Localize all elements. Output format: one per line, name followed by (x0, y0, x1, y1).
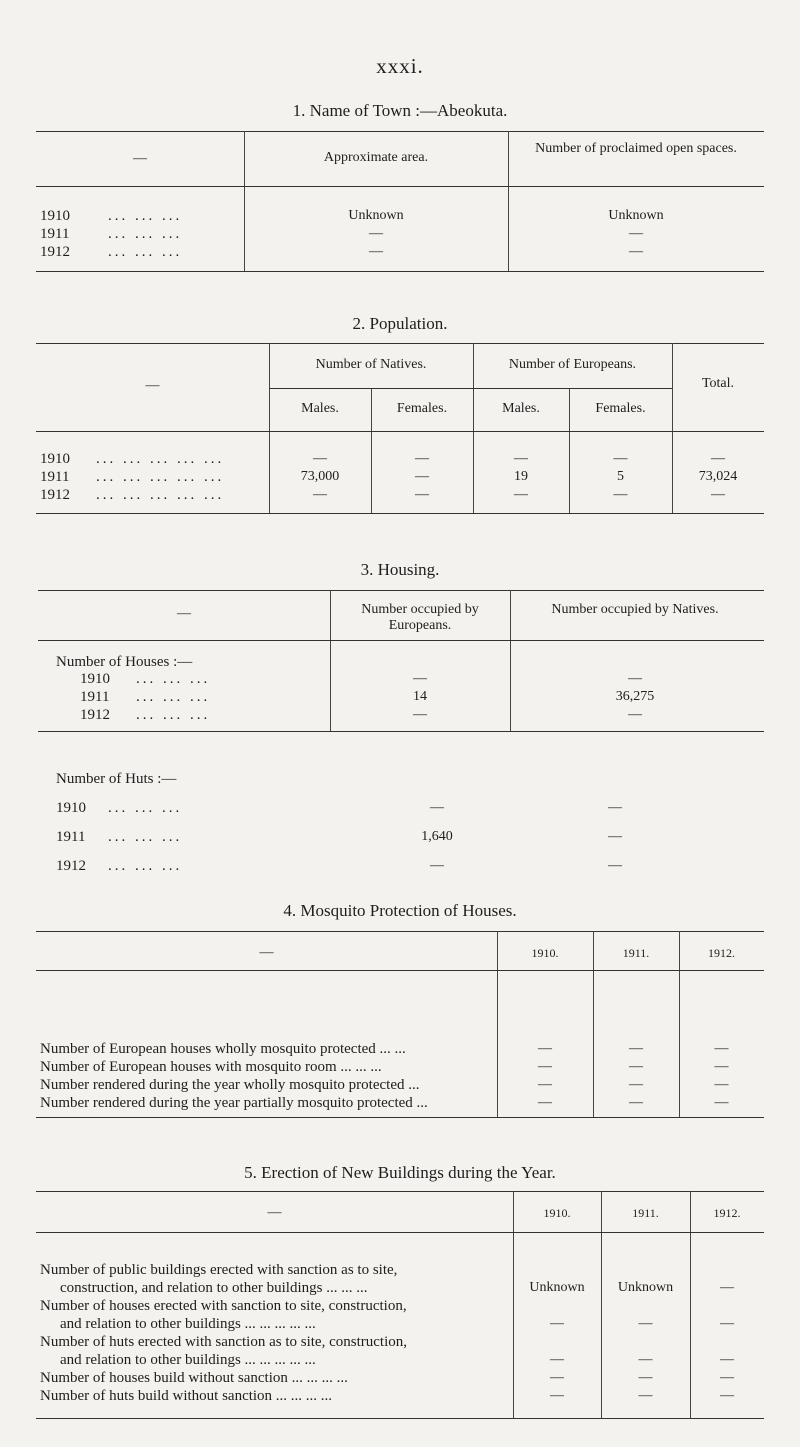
value-1911: — (638, 1370, 653, 1385)
leader-dots: ... ... ... ... ... (96, 469, 225, 485)
year: 1912 (40, 244, 70, 260)
header-native-females: Females. (396, 401, 448, 416)
leader-dots: ... ... ... (108, 244, 183, 260)
european-females: 5 (617, 469, 624, 484)
leader-dots: ... ... ... (136, 671, 211, 687)
european-females: — (613, 487, 628, 502)
europeans-value: — (430, 800, 444, 815)
value-1910: — (550, 1316, 564, 1331)
europeans-value: — (413, 671, 427, 686)
leader-dots: ... ... ... ... ... (96, 487, 225, 503)
section-4-title: 4. Mosquito Protection of Houses. (283, 901, 517, 920)
value-1911: — (638, 1316, 653, 1331)
total: 73,024 (698, 469, 738, 484)
header-open-spaces: Number of proclaimed open spaces. (535, 141, 737, 156)
header-natives: Number of Natives. (315, 357, 427, 372)
rule (36, 343, 764, 344)
value-1910: — (538, 1059, 552, 1074)
header-blank: — (145, 378, 160, 393)
header-approximate-area: Approximate area. (323, 150, 429, 165)
native-males: 73,000 (300, 469, 340, 484)
europeans-value: — (430, 858, 444, 873)
value-1912: — (720, 1388, 734, 1403)
value-1910: — (550, 1388, 564, 1403)
rule (36, 970, 764, 971)
header-european-females: Females. (595, 401, 646, 416)
rule (36, 931, 764, 932)
year: 1910 (56, 800, 86, 816)
year: 1911 (40, 469, 70, 485)
page-number: xxxi. (376, 54, 424, 78)
section-3-title: 3. Housing. (360, 560, 440, 579)
european-males: 19 (514, 469, 528, 484)
natives-value: — (608, 829, 622, 844)
header-blank: — (267, 1205, 282, 1220)
header-blank: — (133, 151, 147, 166)
natives-value: — (628, 707, 642, 722)
value-1910: — (538, 1041, 552, 1056)
leader-dots: ... ... ... (108, 800, 183, 816)
row-label: Number rendered during the year partially mosquito protected ... (40, 1095, 428, 1111)
value-1912: — (714, 1041, 729, 1056)
open-spaces-value: Unknown (608, 208, 664, 223)
value-1910: — (550, 1370, 564, 1385)
total: — (711, 487, 725, 502)
leader-dots: ... ... ... (108, 226, 183, 242)
area-value: Unknown (348, 208, 404, 223)
row-label: Number of European houses wholly mosquito protected ... ... (40, 1041, 406, 1057)
header-blank: — (177, 606, 191, 621)
header-total: Total. (701, 376, 735, 391)
header-europeans-occupied: Number occupied by Europeans. (361, 602, 479, 634)
header-1910: 1910. (543, 1206, 571, 1220)
year: 1911 (80, 689, 110, 705)
value-1911: — (638, 1352, 653, 1367)
rule (36, 431, 764, 432)
value-1912: — (720, 1316, 734, 1331)
rule (36, 1191, 764, 1192)
value-1911: — (629, 1059, 643, 1074)
year: 1911 (40, 226, 70, 242)
section-5-title: 5. Erection of New Buildings during the Year. (244, 1163, 556, 1182)
value-1911: — (638, 1388, 653, 1403)
leader-dots: ... ... ... (108, 829, 183, 845)
header-1911: 1911. (622, 946, 650, 960)
area-value: — (369, 226, 383, 241)
european-males: — (514, 451, 528, 466)
native-males: — (313, 451, 327, 466)
section-2-title: 2. Population. (352, 314, 448, 333)
year: 1912 (40, 487, 70, 503)
area-value: — (369, 244, 383, 259)
leader-dots: ... ... ... (108, 858, 183, 874)
value-1910: Unknown (529, 1280, 585, 1295)
rule (38, 731, 764, 732)
header-native-males: Males. (301, 401, 339, 416)
rule (36, 131, 764, 132)
native-females: — (415, 469, 429, 484)
header-1910: 1910. (531, 946, 559, 960)
value-1912: — (714, 1077, 729, 1092)
year: 1912 (56, 858, 86, 874)
huts-label: Number of Huts :— (56, 771, 177, 787)
rule (38, 590, 764, 591)
open-spaces-value: — (629, 226, 643, 241)
year: 1910 (80, 671, 110, 687)
europeans-value: — (413, 707, 427, 722)
value-1912: — (720, 1280, 734, 1295)
european-females: — (613, 451, 628, 466)
leader-dots: ... ... ... (108, 208, 183, 224)
year: 1910 (40, 451, 70, 467)
header-1911: 1911. (632, 1206, 659, 1220)
natives-value: — (628, 671, 642, 686)
header-1912: 1912. (713, 1206, 741, 1220)
row-label: Number of houses build without sanction ... ... ... ... (40, 1370, 348, 1386)
native-males: — (313, 487, 327, 502)
value-1912: — (720, 1352, 734, 1367)
year: 1910 (40, 208, 70, 224)
value-1911: — (629, 1095, 643, 1110)
leader-dots: ... ... ... (136, 707, 211, 723)
houses-label: Number of Houses :— (56, 654, 193, 670)
value-1912: — (720, 1370, 734, 1385)
total: — (711, 451, 725, 466)
row-label: Number of huts build without sanction ... ... ... ... (40, 1388, 333, 1404)
row-label: and relation to other buildings ... ... ... ... ... (60, 1316, 316, 1332)
value-1911: — (629, 1077, 643, 1092)
rule (36, 1117, 764, 1118)
value-1912: — (714, 1095, 729, 1110)
natives-value: 36,275 (615, 689, 655, 704)
value-1910: — (538, 1095, 552, 1110)
europeans-value: 1,640 (421, 829, 453, 844)
rule (269, 388, 672, 389)
rule (36, 1418, 764, 1419)
rule (36, 1232, 764, 1233)
header-1912: 1912. (708, 946, 735, 960)
open-spaces-value: — (629, 244, 643, 259)
row-label: construction, and relation to other buildings ... ... ... (60, 1280, 368, 1296)
row-label: Number of public buildings erected with sanction as to site, (40, 1262, 398, 1278)
row-label: and relation to other buildings ... ... ... ... ... (60, 1352, 316, 1368)
value-1911: Unknown (617, 1280, 674, 1295)
row-label: Number of European houses with mosquito room ... ... ... (40, 1059, 382, 1075)
year: 1912 (80, 707, 110, 723)
row-label: Number of houses erected with sanction to site, construction, (40, 1298, 407, 1314)
native-females: — (415, 451, 429, 466)
natives-value: — (608, 858, 622, 873)
leader-dots: ... ... ... (136, 689, 211, 705)
value-1911: — (629, 1041, 643, 1056)
value-1910: — (538, 1077, 552, 1092)
rule (36, 271, 764, 272)
header-blank: — (259, 945, 274, 960)
year: 1911 (56, 829, 86, 845)
leader-dots: ... ... ... ... ... (96, 451, 225, 467)
european-males: — (514, 487, 528, 502)
row-label: Number of huts erected with sanction as to site, construction, (40, 1334, 407, 1350)
value-1912: — (714, 1059, 729, 1074)
native-females: — (415, 487, 429, 502)
natives-value: — (608, 800, 622, 815)
section-1-title: 1. Name of Town :—Abeokuta. (292, 101, 508, 120)
europeans-value: 14 (413, 689, 427, 704)
header-europeans: Number of Europeans. (508, 357, 637, 372)
rule (38, 640, 764, 641)
rule (36, 186, 764, 187)
header-natives-occupied: Number occupied by Natives. (551, 602, 719, 617)
header-european-males: Males. (502, 401, 540, 416)
rule (36, 513, 764, 514)
value-1910: — (550, 1352, 564, 1367)
row-label: Number rendered during the year wholly mosquito protected ... (40, 1077, 420, 1093)
